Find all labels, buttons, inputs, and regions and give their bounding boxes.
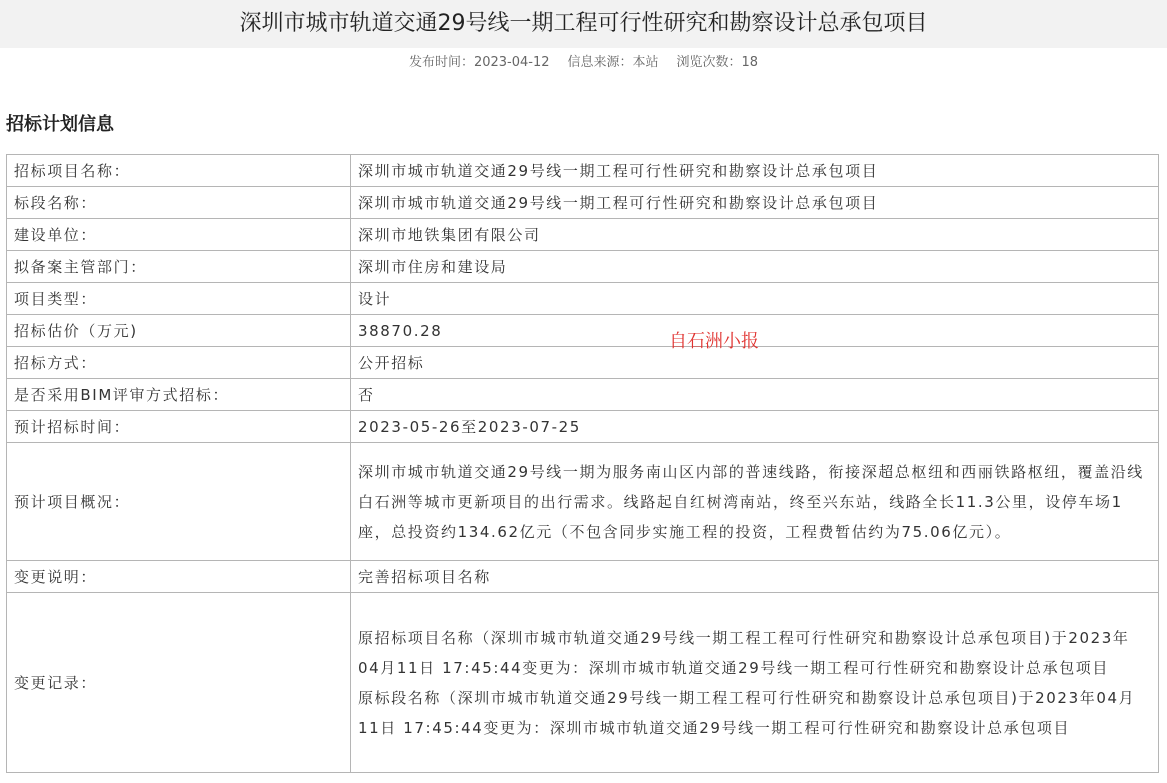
row-value: 否 [351, 379, 1159, 411]
table-row [7, 283, 1159, 315]
change-record: 原招标项目名称（深圳市城市轨道交通29号线一期工程工程可行性研究和勘察设计总承包项目)于2023年04月11日 17:45:44变更为：深圳市城市轨道交通29号线一期工程可行性研究和勘察设计总承包项目 [358, 628, 1130, 677]
row-label: 拟备案主管部门： [7, 251, 351, 283]
row-label: 招标估价（万元) [7, 315, 351, 347]
watermark-text: 自石洲小报 [669, 331, 759, 352]
publish-time: 发布时间：2023-04-12 [408, 55, 550, 70]
tender-plan-table [6, 154, 1159, 773]
row-label: 变更记录： [7, 593, 351, 773]
row-value: 2023-05-26至2023-07-25 [351, 411, 1159, 443]
table-row [7, 443, 1159, 561]
info-source: 信息来源：本站 [567, 55, 659, 70]
page-title: 深圳市城市轨道交通29号线一期工程可行性研究和勘察设计总承包项目 [0, 0, 1167, 48]
row-label: 预计项目概况： [7, 443, 351, 561]
row-value: 公开招标 [351, 347, 1159, 379]
row-label: 招标方式： [7, 347, 351, 379]
article-meta [0, 53, 1167, 73]
row-value: 完善招标项目名称 [351, 561, 1159, 593]
row-value: 深圳市地铁集团有限公司 [351, 219, 1159, 251]
row-label: 建设单位： [7, 219, 351, 251]
row-label: 项目类型： [7, 283, 351, 315]
row-value: 深圳市住房和建设局 [351, 251, 1159, 283]
row-value: 深圳市城市轨道交通29号线一期工程可行性研究和勘察设计总承包项目 [351, 155, 1159, 187]
row-label: 标段名称： [7, 187, 351, 219]
change-records [351, 593, 1159, 773]
table-row [7, 593, 1159, 773]
table-row [7, 155, 1159, 187]
table-row [7, 251, 1159, 283]
row-label: 变更说明： [7, 561, 351, 593]
row-value: 设计 [351, 283, 1159, 315]
row-value: 38870.28 [351, 315, 1159, 347]
row-label: 预计招标时间： [7, 411, 351, 443]
row-label: 招标项目名称： [7, 155, 351, 187]
table-row [7, 187, 1159, 219]
change-record: 原标段名称（深圳市城市轨道交通29号线一期工程工程可行性研究和勘察设计总承包项目)于2023年04月11日 17:45:44变更为：深圳市城市轨道交通29号线一期工程可行性研究和勘察设计总承包项目 [358, 688, 1136, 737]
table-row [7, 219, 1159, 251]
table-row [7, 411, 1159, 443]
table-row [7, 315, 1159, 347]
table-row [7, 561, 1159, 593]
section-title: 招标计划信息 [6, 114, 114, 135]
row-value: 深圳市城市轨道交通29号线一期为服务南山区内部的普速线路，衔接深超总枢纽和西丽铁路枢纽，覆盖沿线白石洲等城市更新项目的出行需求。线路起自红树湾南站，终至兴东站，线路全长11.3公里，设停车场1座，总投资约134.62亿元（不包含同步实施工程的投资，工程费暂估约为75.06亿元）。 [351, 443, 1159, 561]
table-row [7, 347, 1159, 379]
row-value: 深圳市城市轨道交通29号线一期工程可行性研究和勘察设计总承包项目 [351, 187, 1159, 219]
view-count: 浏览次数：18 [676, 55, 759, 70]
table-row [7, 379, 1159, 411]
row-label: 是否采用BIM评审方式招标： [7, 379, 351, 411]
